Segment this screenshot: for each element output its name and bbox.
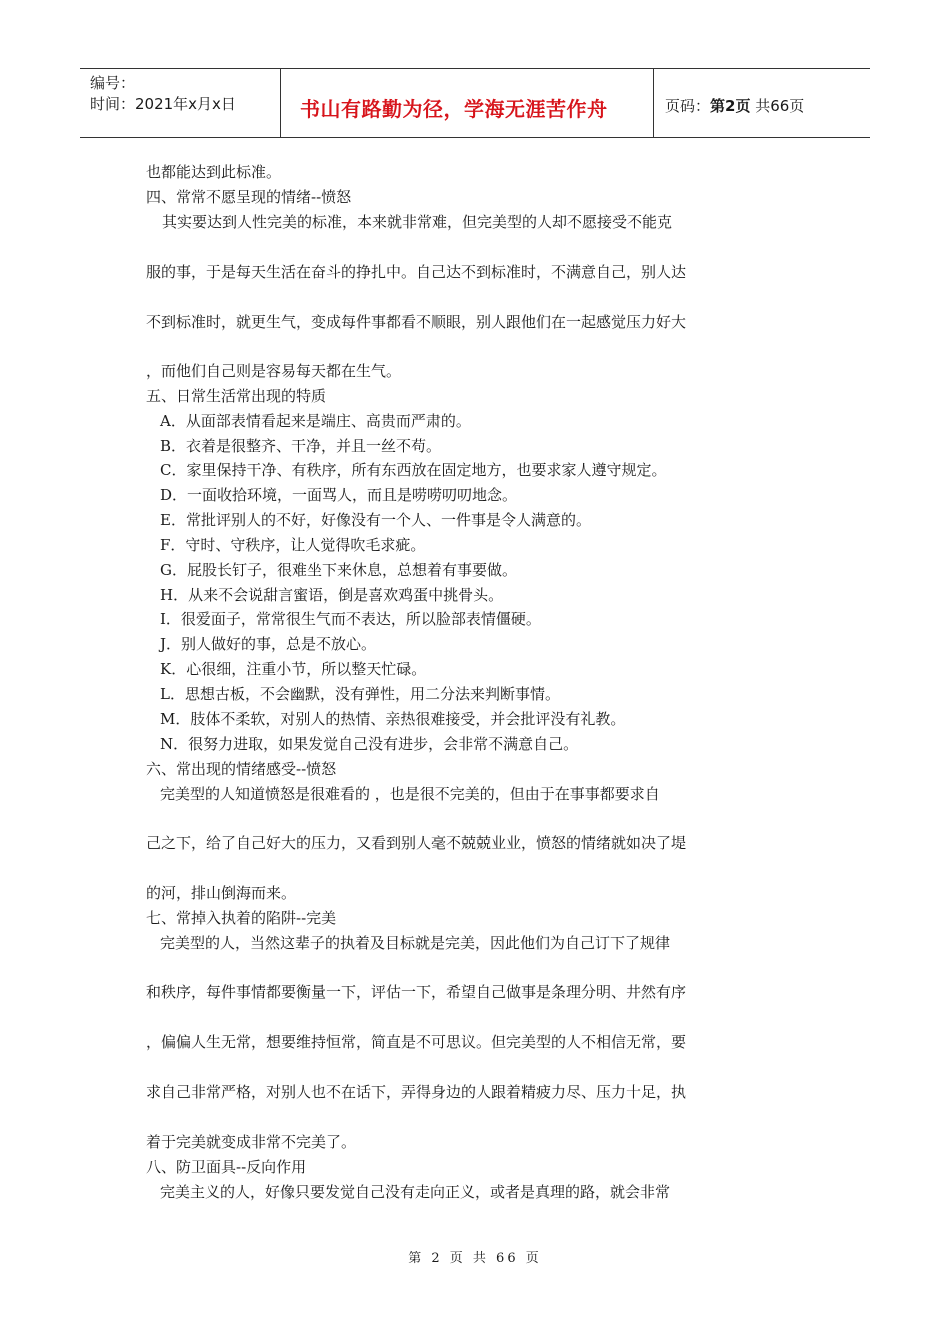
list-item: C．家里保持干净、有秩序，所有东西放在固定地方，也要求家人遵守规定。 <box>160 461 667 479</box>
header-page-cell <box>653 69 870 137</box>
text-line: 的河，排山倒海而来。 <box>146 884 297 902</box>
list-item: I．很爱面子，常常很生气而不表达，所以脸部表情僵硬。 <box>160 610 541 628</box>
header-table <box>80 68 870 138</box>
motto: 书山有路勤为径，学海无涯苦作舟 <box>300 97 608 121</box>
text-line: 服的事，于是每天生活在奋斗的挣扎中。自己达不到标准时，不满意自己，别人达 <box>146 263 687 281</box>
text-line: ，偏偏人生无常，想要维持恒常，简直是不可思议。但完美型的人不相信无常，要 <box>146 1033 687 1051</box>
text-line: 求自己非常严格，对别人也不在话下，弄得身边的人跟着精疲力尽、压力十足，执 <box>146 1083 687 1101</box>
list-item: A．从面部表情看起来是端庄、高贵而严肃的。 <box>160 412 471 430</box>
text-line: 完美主义的人，好像只要发觉自己没有走向正义，或者是真理的路，就会非常 <box>160 1183 671 1201</box>
page-info-current: 第2页 <box>710 97 751 115</box>
page-info <box>665 95 804 116</box>
list-item: B．衣着是很整齐、干净，并且一丝不苟。 <box>160 437 442 455</box>
list-item: K．心很细，注重小节，所以整天忙碌。 <box>160 660 427 678</box>
list-item: H．从来不会说甜言蜜语，倒是喜欢鸡蛋中挑骨头。 <box>160 586 504 604</box>
list-item: J．别人做好的事，总是不放心。 <box>160 635 377 653</box>
text-line: 不到标准时，就更生气，变成每件事都看不顺眼，别人跟他们在一起感觉压力好大 <box>146 313 687 331</box>
list-item: L．思想古板，不会幽默，没有弹性，用二分法来判断事情。 <box>160 685 560 703</box>
text-line: 其实要达到人性完美的标准，本来就非常难，但完美型的人却不愿接受不能克 <box>162 213 673 231</box>
text-line: 完美型的人，当然这辈子的执着及目标就是完美，因此他们为自己订下了规律 <box>160 934 671 952</box>
code-label: 编号： <box>90 74 136 92</box>
section-heading: 八、防卫面具--反向作用 <box>146 1158 307 1176</box>
section-heading: 六、常出现的情绪感受--愤怒 <box>146 760 337 778</box>
text-line: ，而他们自己则是容易每天都在生气。 <box>146 362 402 380</box>
text-line: 着于完美就变成非常不完美了。 <box>146 1133 357 1151</box>
text-line: 己之下，给了自己好大的压力，又看到别人毫不兢兢业业，愤怒的情绪就如决了堤 <box>146 834 687 852</box>
list-item: N．很努力进取，如果发觉自己没有进步，会非常不满意自己。 <box>160 735 579 753</box>
section-heading: 五、日常生活常出现的特质 <box>146 387 327 405</box>
list-item: G．屁股长钉子，很难坐下来休息，总想着有事要做。 <box>160 561 517 579</box>
list-item: D．一面收拾环境，一面骂人，而且是唠唠叨叨地念。 <box>160 486 518 504</box>
text-line: 也都能达到此标准。 <box>146 163 282 181</box>
section-heading: 四、常常不愿呈现的情绪--愤怒 <box>146 188 352 206</box>
page-info-total: 共66页 <box>750 97 805 115</box>
date-label: 时间：2021年x月x日 <box>90 95 236 113</box>
list-item: F．守时、守秩序，让人觉得吹毛求疵。 <box>160 536 426 554</box>
list-item: E．常批评别人的不好，好像没有一个人、一件事是令人满意的。 <box>160 511 591 529</box>
page-info-prefix: 页码： <box>665 97 711 115</box>
list-item: M．肢体不柔软，对别人的热情、亲热很难接受，并会批评没有礼教。 <box>160 710 626 728</box>
text-line: 完美型的人知道愤怒是很难看的 ，也是很不完美的，但由于在事事都要求自 <box>160 785 660 803</box>
header-motto-cell <box>280 69 654 137</box>
section-heading: 七、常掉入执着的陷阱--完美 <box>146 909 337 927</box>
page-footer: 第 2 页 共 66 页 <box>408 1251 542 1266</box>
text-line: 和秩序，每件事情都要衡量一下，评估一下，希望自己做事是条理分明、井然有序 <box>146 983 687 1001</box>
header-meta-cell <box>80 69 281 137</box>
